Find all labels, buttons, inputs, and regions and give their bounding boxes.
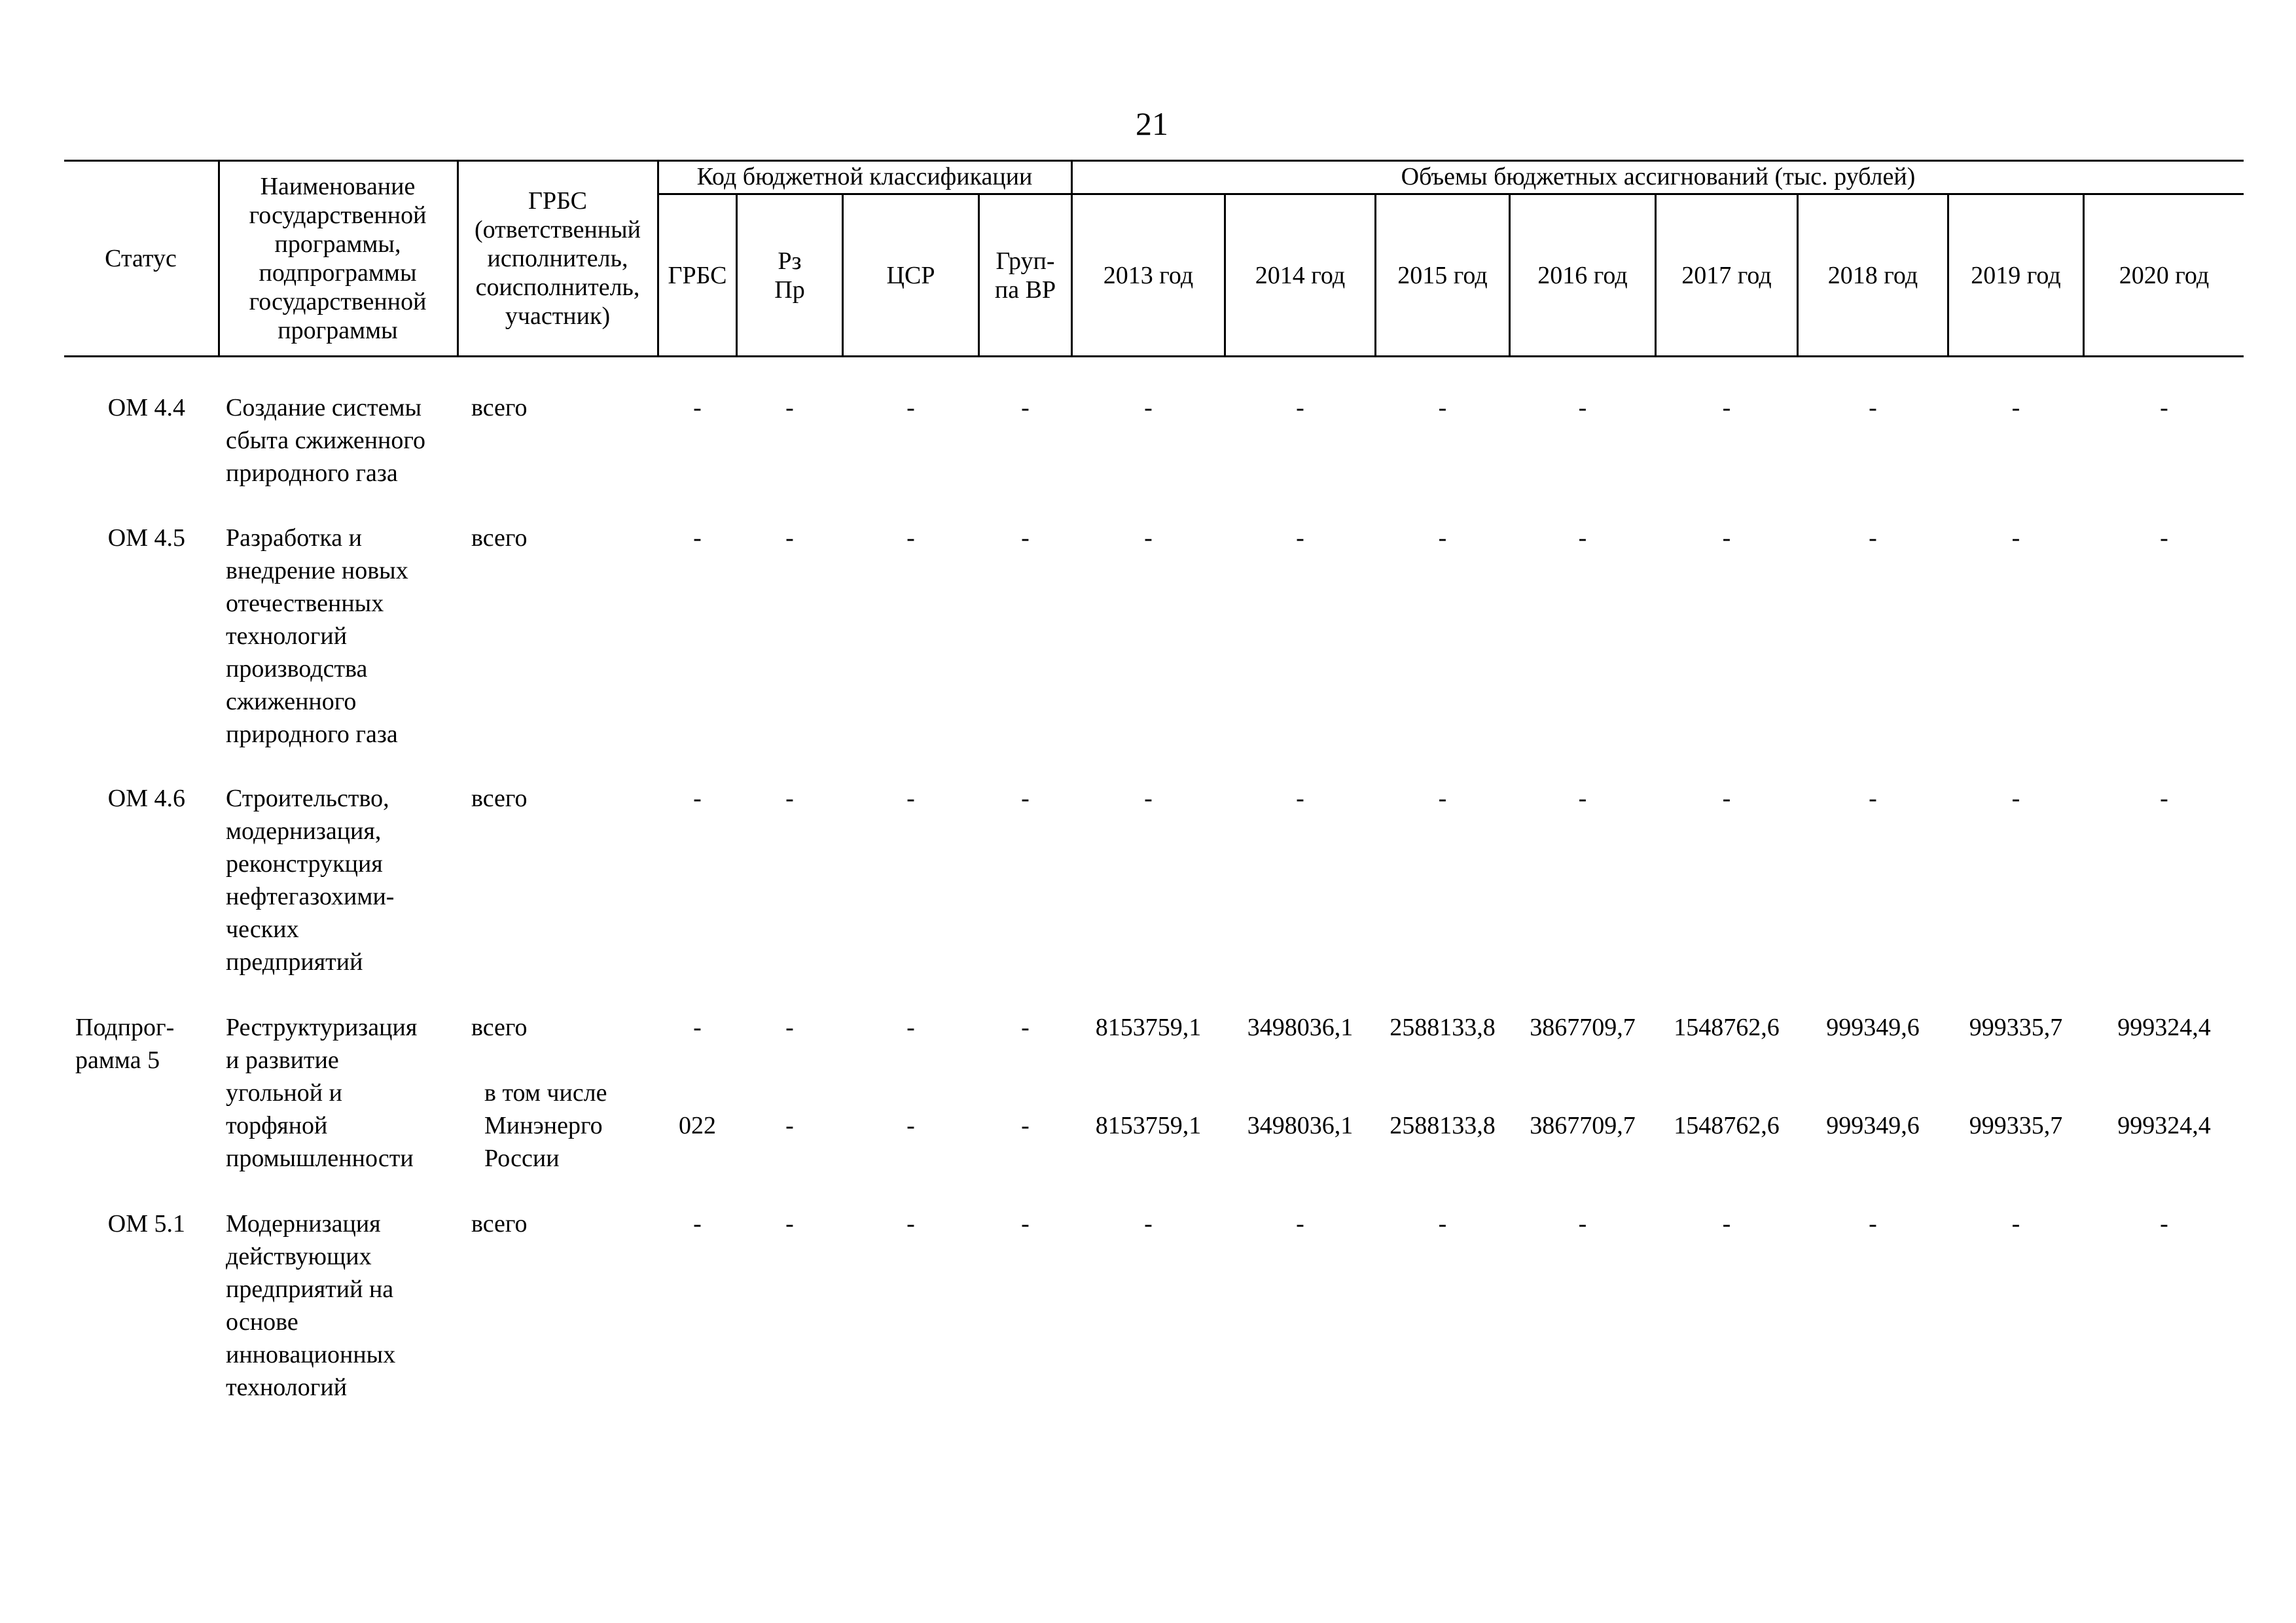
row-responsible: в том числе Минэнерго России	[484, 1079, 607, 1172]
value-2016: 3867709,7	[1530, 1014, 1636, 1041]
value-2018: 999349,6	[1826, 1112, 1920, 1139]
value-2018: -	[1869, 1210, 1877, 1238]
value-2017: -	[1722, 524, 1731, 552]
header-year: 2014 год	[1255, 261, 1346, 289]
value-2013: -	[1144, 524, 1153, 552]
code-grbs: -	[693, 785, 702, 812]
value-2019: -	[2011, 785, 2020, 812]
row-status: ОМ 5.1	[107, 1210, 185, 1238]
value-2013: -	[1144, 785, 1153, 812]
row-responsible: всего	[471, 1210, 528, 1238]
value-2018: -	[1869, 524, 1877, 552]
header-status: Статус	[105, 245, 177, 272]
header-year: 2016 год	[1537, 261, 1628, 289]
value-2014: 3498036,1	[1247, 1014, 1354, 1041]
code-vr: -	[1021, 1210, 1030, 1238]
value-2014: -	[1296, 785, 1304, 812]
header-volume-group: Объемы бюджетных ассигнований (тыс. рублей)	[1401, 163, 1916, 190]
row-program-name: Модернизация действующих предприятий на основе инновационных технологий	[226, 1210, 396, 1401]
header-program-name: Наименование государственной программы, подпрограммы государственной программы	[249, 173, 427, 344]
value-2017: -	[1722, 394, 1731, 421]
value-2018: -	[1869, 394, 1877, 421]
value-2016: -	[1578, 785, 1587, 812]
code-vr: -	[1021, 1112, 1030, 1139]
row-responsible: всего	[471, 524, 528, 552]
value-2016: -	[1578, 394, 1587, 421]
row-program-name: Строительство, модернизация, реконструкция нефтегазохими- ческих предприятий	[226, 785, 395, 976]
row-status: Подпрог- рамма 5	[75, 1014, 175, 1074]
value-2013: -	[1144, 394, 1153, 421]
code-rzpr: -	[785, 785, 794, 812]
value-2013: 8153759,1	[1095, 1112, 1202, 1139]
value-2020: -	[2160, 1210, 2168, 1238]
page-number: 21	[1136, 105, 1168, 142]
value-2017: 1548762,6	[1674, 1014, 1780, 1041]
header-year: 2017 год	[1681, 261, 1772, 289]
code-grbs: -	[693, 1014, 702, 1041]
value-2014: -	[1296, 524, 1304, 552]
code-csr: -	[906, 785, 915, 812]
code-csr: -	[906, 1210, 915, 1238]
value-2014: -	[1296, 1210, 1304, 1238]
value-2019: -	[2011, 394, 2020, 421]
value-2019: -	[2011, 524, 2020, 552]
header-year: 2019 год	[1971, 261, 2061, 289]
row-status: ОМ 4.5	[107, 524, 185, 552]
value-2018: -	[1869, 785, 1877, 812]
value-2015: 2588133,8	[1390, 1112, 1496, 1139]
header-grbs: ГРБС	[668, 261, 727, 289]
code-rzpr: -	[785, 394, 794, 421]
code-grbs: -	[693, 1210, 702, 1238]
code-grbs: -	[693, 394, 702, 421]
row-program-name: Создание системы сбыта сжиженного природного газа	[226, 394, 426, 487]
value-2019: 999335,7	[1969, 1112, 2063, 1139]
value-2014: 3498036,1	[1247, 1112, 1354, 1139]
value-2016: -	[1578, 1210, 1587, 1238]
header-grbs-responsible: ГРБС (ответственный исполнитель, соисполнитель, участник)	[474, 187, 641, 330]
value-2015: -	[1438, 524, 1447, 552]
value-2017: 1548762,6	[1674, 1112, 1780, 1139]
value-2020: -	[2160, 785, 2168, 812]
value-2015: 2588133,8	[1390, 1014, 1496, 1041]
value-2019: 999335,7	[1969, 1014, 2063, 1041]
value-2013: -	[1144, 1210, 1153, 1238]
code-vr: -	[1021, 394, 1030, 421]
value-2020: 999324,4	[2117, 1014, 2211, 1041]
header-csr: ЦСР	[886, 261, 935, 289]
code-rzpr: -	[785, 1014, 794, 1041]
value-2020: -	[2160, 524, 2168, 552]
value-2017: -	[1722, 1210, 1731, 1238]
header-rzpr: Рз Пр	[774, 247, 805, 304]
header-year: 2015 год	[1397, 261, 1488, 289]
header-code-group: Код бюджетной классификации	[696, 163, 1033, 190]
value-2019: -	[2011, 1210, 2020, 1238]
value-2020: -	[2160, 394, 2168, 421]
row-program-name: Реструктуризация и развитие угольной и торфяной промышленности	[226, 1014, 418, 1172]
header-year: 2013 год	[1103, 261, 1194, 289]
code-csr: -	[906, 1112, 915, 1139]
value-2013: 8153759,1	[1095, 1014, 1202, 1041]
value-2015: -	[1438, 1210, 1447, 1238]
value-2018: 999349,6	[1826, 1014, 1920, 1041]
code-rzpr: -	[785, 1210, 794, 1238]
code-vr: -	[1021, 785, 1030, 812]
value-2015: -	[1438, 785, 1447, 812]
code-vr: -	[1021, 1014, 1030, 1041]
value-2017: -	[1722, 785, 1731, 812]
header-year: 2018 год	[1827, 261, 1918, 289]
header-vr: Груп- па ВР	[994, 247, 1056, 304]
value-2016: 3867709,7	[1530, 1112, 1636, 1139]
code-csr: -	[906, 1014, 915, 1041]
code-rzpr: -	[785, 1112, 794, 1139]
value-2015: -	[1438, 394, 1447, 421]
code-grbs: -	[693, 524, 702, 552]
row-responsible: всего	[471, 394, 528, 421]
code-vr: -	[1021, 524, 1030, 552]
value-2014: -	[1296, 394, 1304, 421]
row-status: ОМ 4.4	[107, 394, 185, 421]
value-2020: 999324,4	[2117, 1112, 2211, 1139]
value-2016: -	[1578, 524, 1587, 552]
row-status: ОМ 4.6	[107, 785, 185, 812]
row-responsible: всего	[471, 1014, 528, 1041]
code-grbs: 022	[679, 1112, 716, 1139]
row-responsible: всего	[471, 785, 528, 812]
header-bottom-border	[64, 355, 2244, 357]
code-csr: -	[906, 394, 915, 421]
header-year: 2020 год	[2119, 261, 2210, 289]
code-csr: -	[906, 524, 915, 552]
code-rzpr: -	[785, 524, 794, 552]
row-program-name: Разработка и внедрение новых отечественных технологий производства сжиженного природного газа	[226, 524, 408, 748]
